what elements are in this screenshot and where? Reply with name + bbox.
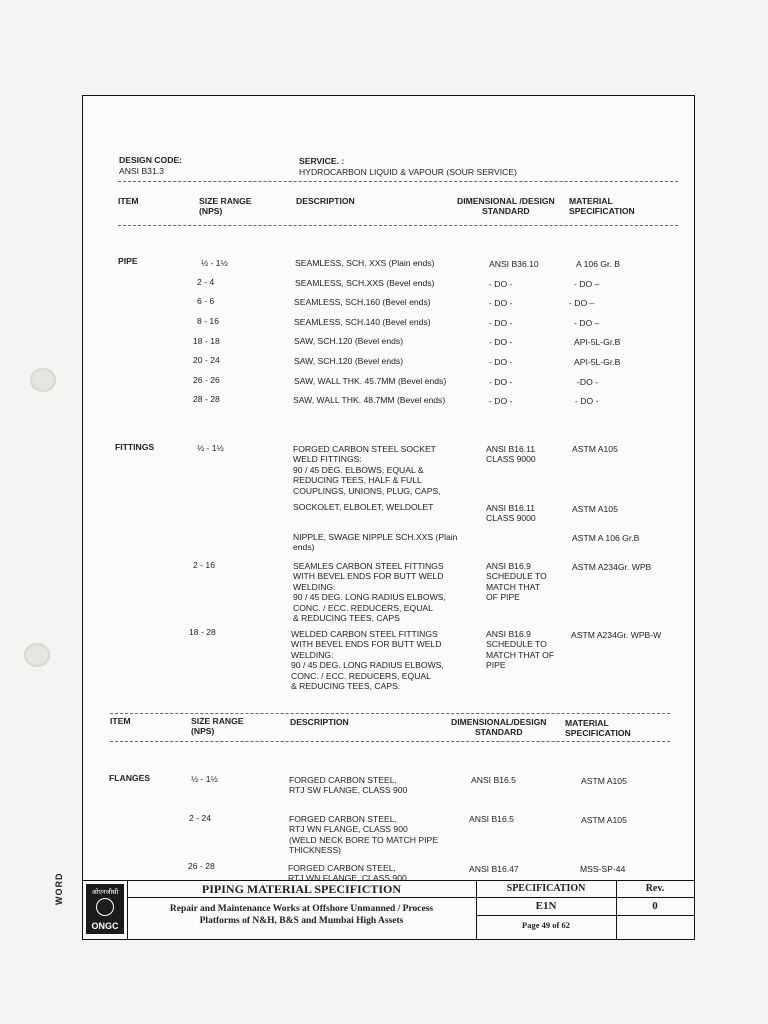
punch-hole-bottom — [24, 643, 50, 667]
desc-cell: SEAMLESS, SCH.140 (Bevel ends) — [294, 317, 431, 327]
mat-cell: ASTM A234Gr. WPB-W — [571, 630, 662, 640]
desc-cell: SEAMLESS, SCH.XXS (Bevel ends) — [295, 278, 435, 288]
std-cell: ANSI B16.5 — [471, 775, 516, 785]
size-cell: 18 - 18 — [193, 336, 220, 346]
mat-cell: ASTM A105 — [581, 815, 627, 825]
mat-cell: - DO – — [574, 318, 600, 328]
std-cell: ANSI B36.10 — [489, 259, 539, 269]
std-cell: - DO - — [489, 337, 513, 347]
size-cell: 2 - 24 — [189, 813, 211, 823]
desc-cell: SOCKOLET, ELBOLET, WELDOLET — [293, 502, 434, 512]
std-cell: - DO - — [489, 318, 513, 328]
desc-cell: SAW, WALL THK. 48.7MM (Bevel ends) — [293, 395, 446, 405]
mat-cell: MSS-SP-44 — [580, 864, 626, 874]
logo-name: ONGC — [91, 921, 119, 931]
desc-cell: SEAMLESS, SCH. XXS (Plain ends) — [295, 258, 435, 268]
doc-title: PIPING MATERIAL SPECIFICTION — [201, 882, 402, 896]
size-cell: 6 - 6 — [197, 296, 215, 306]
service — [299, 146, 517, 177]
col-size: SIZE RANGE (NPS) — [199, 196, 252, 217]
std-cell: ANSI B16.11 CLASS 9000 — [486, 444, 536, 465]
size-cell: 8 - 16 — [197, 316, 219, 326]
item-flanges: FLANGES — [109, 773, 151, 783]
desc-cell: FORGED CARBON STEEL, RTJ WN FLANGE, CLASS 900 (WELD NECK BORE TO MATCH PIPE THICKNESS) — [289, 814, 438, 856]
rev-label: Rev. — [645, 883, 665, 894]
desc-cell: SAW, SCH.120 (Bevel ends) — [294, 336, 404, 346]
desc-cell: SEAMLESS, SCH.160 (Bevel ends) — [294, 297, 431, 307]
mat-cell: - DO – — [574, 279, 600, 289]
service-value: HYDROCARBON LIQUID & VAPOUR (SOUR SERVICE) — [299, 166, 517, 177]
mat-cell: ASTM A 106 Gr.B — [572, 533, 640, 543]
punch-hole-top — [30, 368, 56, 392]
design-code-label: DESIGN CODE: — [119, 155, 183, 166]
spec-value: E1N — [535, 900, 557, 912]
desc-cell: SAW, SCH.120 (Bevel ends) — [294, 356, 404, 366]
mat-cell: ASTM A234Gr. WPB — [572, 562, 652, 572]
col-description: DESCRIPTION — [296, 196, 355, 206]
page-number: Page 49 of 62 — [522, 920, 570, 930]
doc-subtitle: Repair and Maintenance Works at Offshore Unmanned / Process Platforms of N&H, B&S and Mumbai High Assets — [169, 904, 434, 926]
std-cell: - DO - — [489, 279, 513, 289]
std-cell: - DO - — [489, 298, 513, 308]
divider — [118, 225, 678, 226]
spec-label: SPECIFICATION — [506, 883, 586, 894]
service-label: SERVICE. : — [299, 156, 345, 167]
desc-cell: FORGED CARBON STEEL, RTJ WN FLANGE, CLASS 900 — [288, 863, 407, 884]
col-description-2: DESCRIPTION — [290, 717, 349, 727]
design-code — [119, 145, 182, 176]
mat-cell: API-5L-Gr.B — [574, 337, 621, 347]
size-cell: 26 - 26 — [193, 375, 220, 385]
desc-cell: SEAMLES CARBON STEEL FITTINGS WITH BEVEL ENDS FOR BUTT WELD WELDING: 90 / 45 DEG. LONG RADIUS ELBOWS, CONC. / ECC. REDUCERS, EQUAL & REDUCING TEES, CAPS — [293, 561, 446, 624]
item-pipe: PIPE — [118, 256, 138, 266]
col-material: MATERIAL SPECIFICATION — [569, 196, 635, 217]
size-cell: ½ - 1½ — [197, 443, 224, 453]
size-cell: 26 - 28 — [188, 861, 215, 871]
size-cell: 2 - 4 — [197, 277, 215, 287]
mat-cell: ASTM A105 — [572, 444, 618, 454]
rev-value: 0 — [652, 900, 658, 912]
title-block — [83, 880, 694, 939]
desc-cell: FORGED CARBON STEEL, RTJ SW FLANGE, CLASS 900 — [289, 775, 408, 796]
logo-hindi-text: ओएनजीसी — [91, 889, 119, 896]
col-item-2: ITEM — [110, 716, 131, 726]
ongc-logo — [83, 881, 127, 937]
item-fittings: FITTINGS — [115, 442, 155, 452]
desc-cell: WELDED CARBON STEEL FITTINGS WITH BEVEL ENDS FOR BUTT WELD WELDING: 90 / 45 DEG. LONG RADIUS ELBOWS, CONC. / ECC. REDUCERS, EQUAL & REDUCING TEES, CAPS. — [291, 629, 444, 692]
size-cell: 28 - 28 — [193, 394, 220, 404]
col-material-2: MATERIAL SPECIFICATION — [565, 718, 631, 739]
col-dimensional: DIMENSIONAL /DESIGN STANDARD — [457, 196, 555, 217]
desc-cell: NIPPLE, SWAGE NIPPLE SCH.XXS (Plain ends) — [293, 532, 458, 553]
mat-cell: ASTM A105 — [581, 776, 627, 786]
title-cell — [127, 881, 476, 898]
mat-cell: API-5L-Gr.B — [574, 357, 621, 367]
std-cell: ANSI B16.9 SCHEDULE TO MATCH THAT OF PIPE — [486, 629, 555, 671]
size-cell: 18 - 28 — [189, 627, 216, 637]
std-cell: ANSI B16.47 — [469, 864, 519, 874]
mat-cell: ASTM A105 — [572, 504, 618, 514]
col-item: ITEM — [118, 196, 139, 206]
std-cell: ANSI B16.9 SCHEDULE TO MATCH THAT OF PIPE — [486, 561, 547, 603]
divider — [110, 741, 670, 742]
size-cell: 2 - 16 — [193, 560, 215, 570]
design-code-value: ANSI B31.3 — [119, 165, 164, 176]
spec-sheet — [82, 95, 695, 940]
desc-cell: SAW, WALL THK. 45.7MM (Bevel ends) — [294, 376, 447, 386]
size-cell: ½ - 1½ — [191, 774, 218, 784]
size-cell: 20 - 24 — [193, 355, 220, 365]
size-cell: ½ - 1½ — [201, 258, 228, 268]
mat-cell: - DO - — [575, 396, 599, 406]
col-size-2: SIZE RANGE (NPS) — [191, 716, 244, 737]
std-cell: - DO - — [489, 357, 513, 367]
mat-cell: -DO - — [577, 377, 599, 387]
std-cell: ANSI B16.11 CLASS 9000 — [486, 503, 536, 524]
std-cell: - DO - — [489, 377, 513, 387]
side-word-label: WORD — [54, 872, 64, 905]
divider — [110, 713, 670, 714]
std-cell: - DO - — [489, 396, 513, 406]
logo-emblem-icon — [96, 898, 114, 916]
mat-cell: A 106 Gr. B — [576, 259, 620, 269]
std-cell: ANSI B16.5 — [469, 814, 514, 824]
mat-cell: - DO – — [569, 298, 595, 308]
desc-cell: FORGED CARBON STEEL SOCKET WELD FITTINGS: 90 / 45 DEG. ELBOWS, EQUAL & REDUCING TEES, HALF & FULL COUPLINGS, UNIONS, PLUG, CAPS, — [293, 444, 441, 496]
divider — [118, 181, 678, 182]
col-dimensional-2: DIMENSIONAL/DESIGN STANDARD — [451, 717, 547, 738]
